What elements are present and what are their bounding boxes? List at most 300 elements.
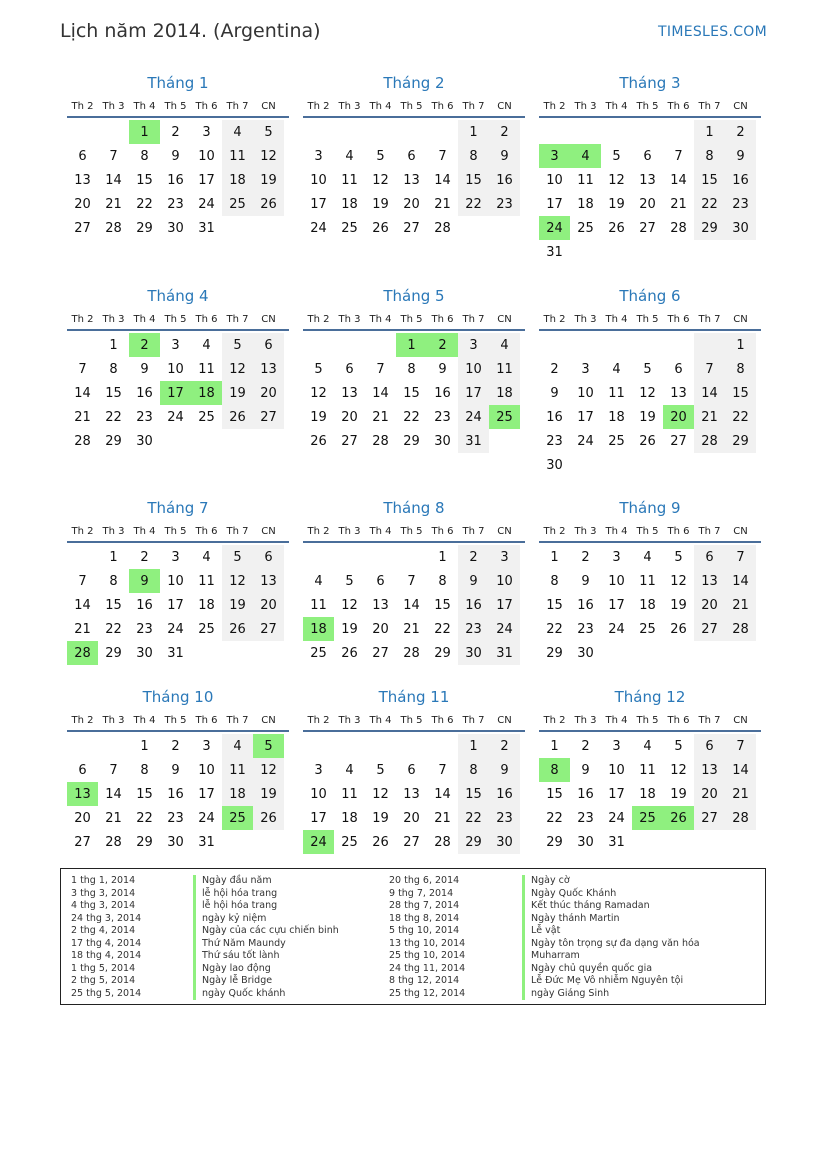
day-cell[interactable]: 11 [222,144,253,168]
day-cell[interactable]: 2 [581,738,590,754]
day-cell[interactable]: 24 [608,621,625,637]
day-cell[interactable]: 11 [310,597,327,613]
day-cell[interactable]: 8 [407,361,416,377]
day-cell[interactable]: 18 [639,597,656,613]
day-cell[interactable]: 26 [310,433,327,449]
day-cell[interactable]: 19 [670,597,687,613]
day-cell[interactable]: 4 [489,333,520,357]
day-cell[interactable]: 16 [577,786,594,802]
day-cell[interactable]: 14 [74,385,91,401]
day-cell[interactable]: 6 [407,148,416,164]
day-cell[interactable]: 13 [372,597,389,613]
day-cell[interactable]: 21 [403,621,420,637]
day-cell[interactable]: 29 [458,830,489,854]
day-cell[interactable]: 22 [694,192,725,216]
day-cell[interactable]: 4 [314,573,323,589]
day-cell[interactable]: 19 [341,621,358,637]
day-cell[interactable]: 5 [612,148,621,164]
day-cell[interactable]: 26 [222,405,253,429]
day-cell[interactable]: 2 [581,549,590,565]
day-cell[interactable]: 13 [253,357,284,381]
day-cell[interactable]: 31 [198,220,215,236]
day-cell[interactable]: 11 [198,573,215,589]
day-cell[interactable]: 21 [434,810,451,826]
day-cell[interactable]: 12 [372,786,389,802]
day-cell[interactable]: 12 [608,172,625,188]
day-cell[interactable]: 8 [109,573,118,589]
day-cell[interactable]: 15 [105,385,122,401]
day-cell[interactable]: 3 [171,337,180,353]
day-cell[interactable]: 14 [725,758,756,782]
day-cell[interactable]: 19 [639,409,656,425]
day-cell[interactable]: 30 [434,433,451,449]
day-cell[interactable]: 24 [167,409,184,425]
day-cell[interactable]: 9 [489,758,520,782]
day-cell[interactable]: 25 [310,645,327,661]
day-cell[interactable]: 22 [725,405,756,429]
day-cell[interactable]: 10 [458,357,489,381]
day-cell[interactable]: 8 [458,144,489,168]
day-cell[interactable]: 19 [310,409,327,425]
day-cell[interactable]: 10 [310,172,327,188]
day-cell[interactable]: 19 [372,810,389,826]
day-cell[interactable]: 30 [725,216,756,240]
day-cell[interactable]: 10 [167,361,184,377]
holiday-day-cell[interactable]: 25 [632,806,663,830]
day-cell[interactable]: 17 [608,597,625,613]
holiday-day-cell[interactable]: 5 [253,734,284,758]
day-cell[interactable]: 8 [140,762,149,778]
day-cell[interactable]: 15 [458,168,489,192]
day-cell[interactable]: 3 [171,549,180,565]
day-cell[interactable]: 24 [198,196,215,212]
day-cell[interactable]: 18 [489,381,520,405]
day-cell[interactable]: 2 [550,361,559,377]
day-cell[interactable]: 19 [372,196,389,212]
day-cell[interactable]: 27 [341,433,358,449]
day-cell[interactable]: 7 [674,148,683,164]
day-cell[interactable]: 14 [105,786,122,802]
day-cell[interactable]: 21 [74,409,91,425]
day-cell[interactable]: 8 [140,148,149,164]
day-cell[interactable]: 6 [643,148,652,164]
day-cell[interactable]: 22 [546,621,563,637]
day-cell[interactable]: 15 [725,381,756,405]
day-cell[interactable]: 21 [372,409,389,425]
day-cell[interactable]: 10 [198,762,215,778]
day-cell[interactable]: 2 [171,738,180,754]
day-cell[interactable]: 15 [105,597,122,613]
day-cell[interactable]: 2 [171,124,180,140]
holiday-day-cell[interactable]: 18 [191,381,222,405]
day-cell[interactable]: 22 [403,409,420,425]
day-cell[interactable]: 27 [253,617,284,641]
holiday-day-cell[interactable]: 28 [67,641,98,665]
day-cell[interactable]: 10 [167,573,184,589]
day-cell[interactable]: 30 [167,834,184,850]
day-cell[interactable]: 27 [694,806,725,830]
day-cell[interactable]: 25 [639,621,656,637]
day-cell[interactable]: 11 [198,361,215,377]
day-cell[interactable]: 21 [694,405,725,429]
day-cell[interactable]: 1 [550,549,559,565]
day-cell[interactable]: 12 [639,385,656,401]
day-cell[interactable]: 29 [105,645,122,661]
day-cell[interactable]: 3 [581,361,590,377]
day-cell[interactable]: 10 [546,172,563,188]
day-cell[interactable]: 20 [403,196,420,212]
day-cell[interactable]: 23 [577,810,594,826]
day-cell[interactable]: 21 [725,593,756,617]
day-cell[interactable]: 5 [643,361,652,377]
day-cell[interactable]: 5 [376,762,385,778]
holiday-day-cell[interactable]: 2 [427,333,458,357]
day-cell[interactable]: 23 [489,192,520,216]
day-cell[interactable]: 21 [74,621,91,637]
day-cell[interactable]: 18 [577,196,594,212]
day-cell[interactable]: 11 [639,762,656,778]
day-cell[interactable]: 13 [694,569,725,593]
day-cell[interactable]: 11 [222,758,253,782]
day-cell[interactable]: 28 [105,220,122,236]
day-cell[interactable]: 27 [74,834,91,850]
day-cell[interactable]: 6 [376,573,385,589]
day-cell[interactable]: 21 [105,810,122,826]
day-cell[interactable]: 30 [167,220,184,236]
day-cell[interactable]: 17 [577,409,594,425]
day-cell[interactable]: 11 [577,172,594,188]
day-cell[interactable]: 3 [202,738,211,754]
day-cell[interactable]: 16 [725,168,756,192]
day-cell[interactable]: 29 [694,216,725,240]
day-cell[interactable]: 18 [222,782,253,806]
day-cell[interactable]: 20 [694,782,725,806]
day-cell[interactable]: 14 [74,597,91,613]
day-cell[interactable]: 16 [136,385,153,401]
day-cell[interactable]: 27 [403,834,420,850]
day-cell[interactable]: 27 [694,617,725,641]
day-cell[interactable]: 7 [109,762,118,778]
day-cell[interactable]: 26 [608,220,625,236]
day-cell[interactable]: 8 [694,144,725,168]
day-cell[interactable]: 16 [136,597,153,613]
day-cell[interactable]: 21 [725,782,756,806]
site-link[interactable]: TIMESLES.COM [658,24,767,40]
day-cell[interactable]: 25 [198,621,215,637]
day-cell[interactable]: 9 [171,148,180,164]
day-cell[interactable]: 28 [434,834,451,850]
day-cell[interactable]: 1 [140,738,149,754]
day-cell[interactable]: 29 [434,645,451,661]
day-cell[interactable]: 1 [458,120,489,144]
day-cell[interactable]: 28 [725,617,756,641]
holiday-day-cell[interactable]: 24 [303,830,334,854]
day-cell[interactable]: 23 [489,806,520,830]
day-cell[interactable]: 20 [694,593,725,617]
day-cell[interactable]: 18 [341,810,358,826]
day-cell[interactable]: 4 [345,762,354,778]
day-cell[interactable]: 16 [577,597,594,613]
day-cell[interactable]: 7 [694,357,725,381]
day-cell[interactable]: 14 [434,786,451,802]
day-cell[interactable]: 27 [639,220,656,236]
day-cell[interactable]: 30 [458,641,489,665]
day-cell[interactable]: 19 [253,782,284,806]
day-cell[interactable]: 15 [403,385,420,401]
day-cell[interactable]: 23 [167,810,184,826]
day-cell[interactable]: 10 [608,762,625,778]
day-cell[interactable]: 12 [253,144,284,168]
day-cell[interactable]: 31 [458,429,489,453]
day-cell[interactable]: 7 [78,573,87,589]
day-cell[interactable]: 23 [458,617,489,641]
day-cell[interactable]: 9 [581,573,590,589]
day-cell[interactable]: 17 [310,810,327,826]
day-cell[interactable]: 31 [167,645,184,661]
day-cell[interactable]: 7 [78,361,87,377]
day-cell[interactable]: 17 [198,786,215,802]
day-cell[interactable]: 31 [198,834,215,850]
day-cell[interactable]: 11 [608,385,625,401]
day-cell[interactable]: 27 [670,433,687,449]
day-cell[interactable]: 24 [167,621,184,637]
day-cell[interactable]: 30 [136,433,153,449]
day-cell[interactable]: 23 [136,621,153,637]
day-cell[interactable]: 1 [109,337,118,353]
day-cell[interactable]: 28 [403,645,420,661]
day-cell[interactable]: 12 [222,357,253,381]
day-cell[interactable]: 13 [639,172,656,188]
day-cell[interactable]: 19 [670,786,687,802]
day-cell[interactable]: 18 [198,597,215,613]
day-cell[interactable]: 20 [403,810,420,826]
day-cell[interactable]: 19 [222,593,253,617]
day-cell[interactable]: 12 [670,762,687,778]
day-cell[interactable]: 10 [310,786,327,802]
day-cell[interactable]: 20 [253,593,284,617]
day-cell[interactable]: 16 [458,593,489,617]
day-cell[interactable]: 6 [78,762,87,778]
day-cell[interactable]: 21 [105,196,122,212]
day-cell[interactable]: 18 [639,786,656,802]
day-cell[interactable]: 8 [550,573,559,589]
day-cell[interactable]: 22 [434,621,451,637]
day-cell[interactable]: 29 [546,834,563,850]
day-cell[interactable]: 27 [253,405,284,429]
day-cell[interactable]: 9 [458,569,489,593]
day-cell[interactable]: 13 [253,569,284,593]
holiday-day-cell[interactable]: 8 [539,758,570,782]
holiday-day-cell[interactable]: 2 [129,333,160,357]
day-cell[interactable]: 25 [222,192,253,216]
day-cell[interactable]: 3 [612,549,621,565]
day-cell[interactable]: 22 [546,810,563,826]
day-cell[interactable]: 6 [253,333,284,357]
day-cell[interactable]: 18 [222,168,253,192]
day-cell[interactable]: 16 [489,782,520,806]
holiday-day-cell[interactable]: 18 [303,617,334,641]
day-cell[interactable]: 24 [608,810,625,826]
day-cell[interactable]: 8 [458,758,489,782]
day-cell[interactable]: 1 [458,734,489,758]
day-cell[interactable]: 1 [438,549,447,565]
day-cell[interactable]: 11 [341,172,358,188]
day-cell[interactable]: 5 [222,333,253,357]
day-cell[interactable]: 16 [546,409,563,425]
day-cell[interactable]: 17 [489,593,520,617]
day-cell[interactable]: 6 [694,545,725,569]
day-cell[interactable]: 11 [341,786,358,802]
day-cell[interactable]: 12 [310,385,327,401]
day-cell[interactable]: 29 [403,433,420,449]
day-cell[interactable]: 7 [376,361,385,377]
day-cell[interactable]: 19 [253,168,284,192]
holiday-day-cell[interactable]: 4 [570,144,601,168]
day-cell[interactable]: 31 [546,244,563,260]
day-cell[interactable]: 22 [136,810,153,826]
day-cell[interactable]: 1 [725,333,756,357]
day-cell[interactable]: 16 [489,168,520,192]
day-cell[interactable]: 26 [639,433,656,449]
day-cell[interactable]: 25 [577,220,594,236]
day-cell[interactable]: 15 [136,172,153,188]
day-cell[interactable]: 7 [438,762,447,778]
day-cell[interactable]: 14 [434,172,451,188]
day-cell[interactable]: 14 [694,381,725,405]
day-cell[interactable]: 6 [407,762,416,778]
day-cell[interactable]: 6 [694,734,725,758]
day-cell[interactable]: 26 [222,617,253,641]
day-cell[interactable]: 4 [612,361,621,377]
day-cell[interactable]: 5 [674,549,683,565]
holiday-day-cell[interactable]: 25 [222,806,253,830]
day-cell[interactable]: 24 [458,405,489,429]
day-cell[interactable]: 23 [434,409,451,425]
day-cell[interactable]: 29 [136,834,153,850]
day-cell[interactable]: 19 [222,381,253,405]
day-cell[interactable]: 12 [372,172,389,188]
day-cell[interactable]: 16 [167,172,184,188]
day-cell[interactable]: 6 [253,545,284,569]
day-cell[interactable]: 9 [550,385,559,401]
day-cell[interactable]: 20 [341,409,358,425]
day-cell[interactable]: 21 [434,196,451,212]
day-cell[interactable]: 1 [694,120,725,144]
day-cell[interactable]: 17 [608,786,625,802]
day-cell[interactable]: 1 [550,738,559,754]
day-cell[interactable]: 14 [670,172,687,188]
day-cell[interactable]: 31 [489,641,520,665]
day-cell[interactable]: 24 [310,220,327,236]
day-cell[interactable]: 12 [670,573,687,589]
day-cell[interactable]: 4 [222,120,253,144]
day-cell[interactable]: 12 [341,597,358,613]
day-cell[interactable]: 7 [725,734,756,758]
day-cell[interactable]: 13 [403,172,420,188]
day-cell[interactable]: 8 [725,357,756,381]
day-cell[interactable]: 15 [434,597,451,613]
holiday-day-cell[interactable]: 17 [160,381,191,405]
day-cell[interactable]: 22 [105,409,122,425]
day-cell[interactable]: 25 [341,834,358,850]
day-cell[interactable]: 20 [74,196,91,212]
day-cell[interactable]: 5 [222,545,253,569]
day-cell[interactable]: 2 [489,734,520,758]
day-cell[interactable]: 27 [403,220,420,236]
day-cell[interactable]: 2 [140,549,149,565]
holiday-day-cell[interactable]: 1 [396,333,427,357]
day-cell[interactable]: 4 [643,738,652,754]
day-cell[interactable]: 13 [670,385,687,401]
holiday-day-cell[interactable]: 24 [539,216,570,240]
day-cell[interactable]: 6 [674,361,683,377]
day-cell[interactable]: 25 [608,433,625,449]
day-cell[interactable]: 15 [694,168,725,192]
day-cell[interactable]: 26 [253,192,284,216]
day-cell[interactable]: 27 [74,220,91,236]
day-cell[interactable]: 11 [639,573,656,589]
day-cell[interactable]: 21 [670,196,687,212]
day-cell[interactable]: 14 [372,385,389,401]
day-cell[interactable]: 23 [136,409,153,425]
day-cell[interactable]: 16 [167,786,184,802]
day-cell[interactable]: 3 [202,124,211,140]
day-cell[interactable]: 7 [109,148,118,164]
day-cell[interactable]: 26 [670,621,687,637]
day-cell[interactable]: 9 [140,361,149,377]
day-cell[interactable]: 28 [694,429,725,453]
day-cell[interactable]: 23 [577,621,594,637]
day-cell[interactable]: 30 [489,830,520,854]
day-cell[interactable]: 16 [434,385,451,401]
day-cell[interactable]: 28 [725,806,756,830]
day-cell[interactable]: 20 [639,196,656,212]
day-cell[interactable]: 10 [577,385,594,401]
day-cell[interactable]: 17 [546,196,563,212]
day-cell[interactable]: 23 [546,433,563,449]
day-cell[interactable]: 14 [105,172,122,188]
day-cell[interactable]: 26 [341,645,358,661]
day-cell[interactable]: 28 [372,433,389,449]
day-cell[interactable]: 4 [222,734,253,758]
day-cell[interactable]: 24 [198,810,215,826]
day-cell[interactable]: 14 [725,569,756,593]
day-cell[interactable]: 2 [489,120,520,144]
day-cell[interactable]: 4 [643,549,652,565]
day-cell[interactable]: 7 [407,573,416,589]
day-cell[interactable]: 27 [372,645,389,661]
day-cell[interactable]: 28 [105,834,122,850]
day-cell[interactable]: 29 [136,220,153,236]
day-cell[interactable]: 30 [546,457,563,473]
day-cell[interactable]: 29 [725,429,756,453]
day-cell[interactable]: 4 [202,337,211,353]
day-cell[interactable]: 12 [222,569,253,593]
day-cell[interactable]: 30 [577,645,594,661]
day-cell[interactable]: 6 [78,148,87,164]
day-cell[interactable]: 18 [341,196,358,212]
day-cell[interactable]: 12 [253,758,284,782]
day-cell[interactable]: 3 [314,762,323,778]
day-cell[interactable]: 5 [674,738,683,754]
day-cell[interactable]: 23 [725,192,756,216]
day-cell[interactable]: 19 [608,196,625,212]
day-cell[interactable]: 4 [345,148,354,164]
day-cell[interactable]: 28 [434,220,451,236]
day-cell[interactable]: 5 [314,361,323,377]
day-cell[interactable]: 13 [341,385,358,401]
day-cell[interactable]: 15 [546,786,563,802]
